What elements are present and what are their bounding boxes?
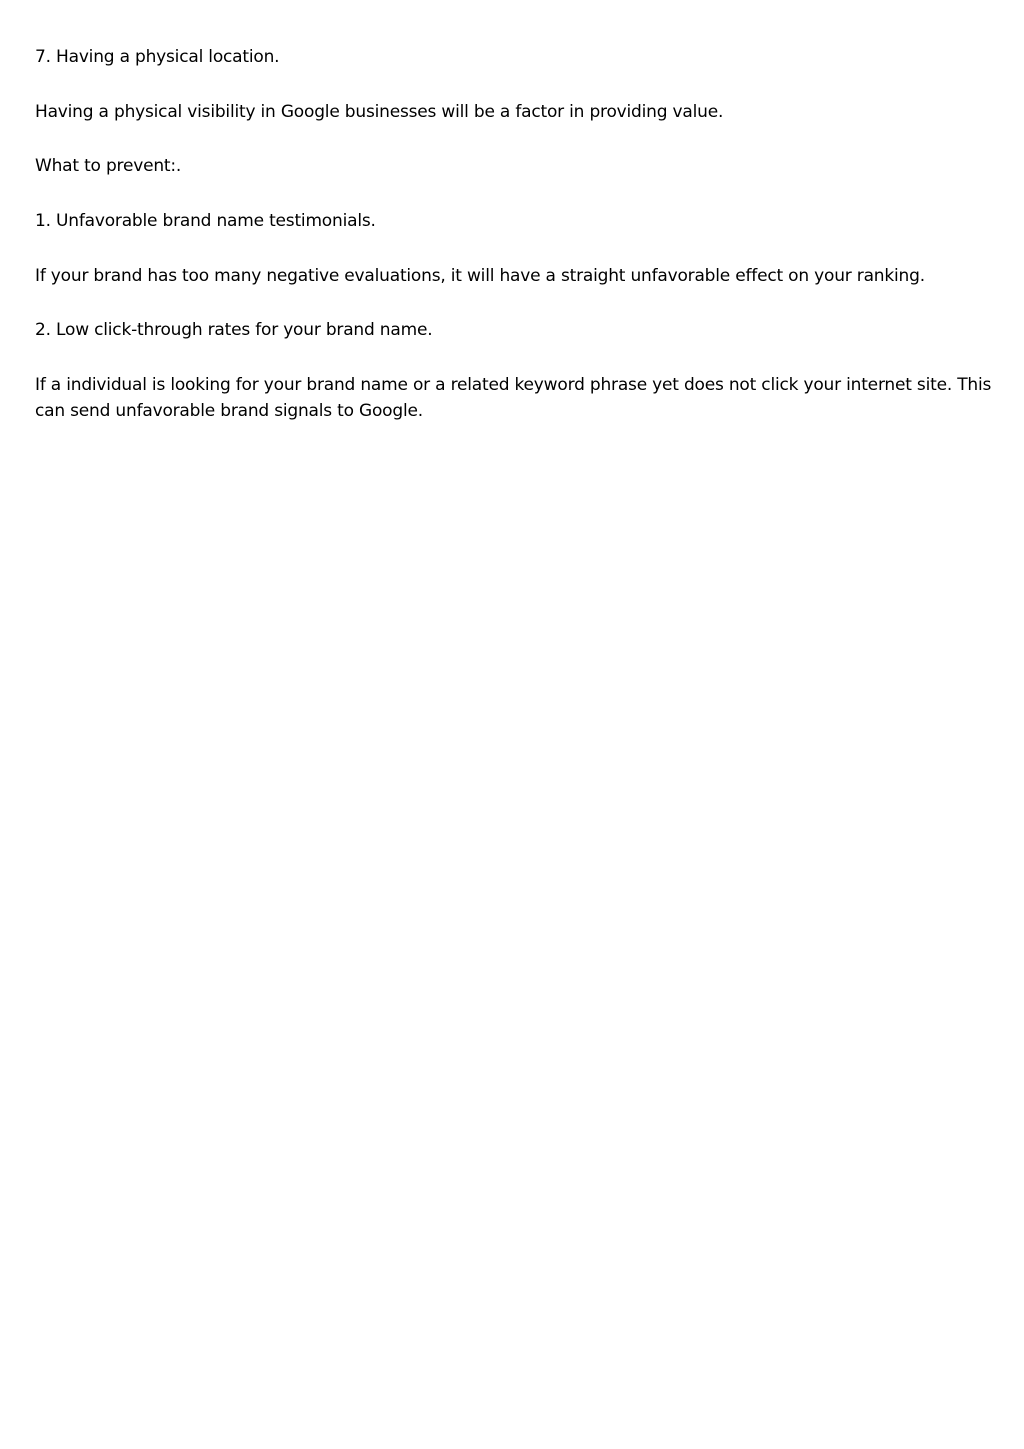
paragraph-negative-evaluations: If your brand has too many negative evaluations, it will have a straight unfavorable effect on your ranking. bbox=[35, 266, 925, 286]
list-heading-low-click-through: 2. Low click-through rates for your brand name. bbox=[35, 320, 433, 340]
paragraph-brand-signals: If a individual is looking for your brand name or a related keyword phrase yet does not click your internet site. This can send unfavorable brand signals to Google. bbox=[35, 375, 992, 421]
paragraph-physical-visibility: Having a physical visibility in Google businesses will be a factor in providing value. bbox=[35, 102, 724, 122]
list-heading-unfavorable-testimonials: 1. Unfavorable brand name testimonials. bbox=[35, 211, 376, 231]
section-heading-what-to-prevent: What to prevent:. bbox=[35, 156, 182, 176]
list-heading-physical-location: 7. Having a physical location. bbox=[35, 47, 280, 67]
